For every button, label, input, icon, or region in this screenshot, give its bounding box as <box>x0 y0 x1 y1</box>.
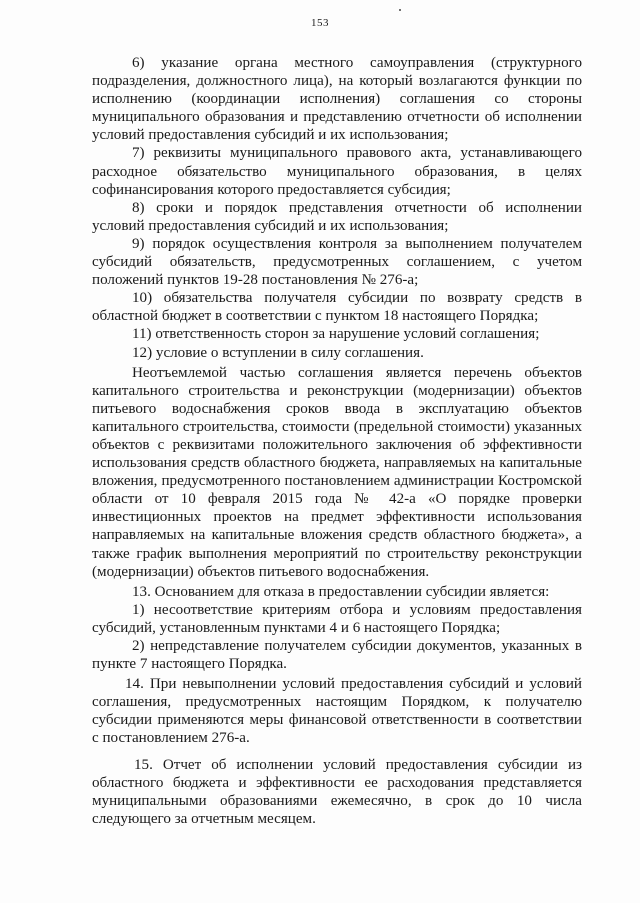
paragraph-item-6: 6) указание органа местного самоуправления (структурного подразделения, должностного лица), на который возлагаются функции по исполнению (координации исполнения) соглашения со стороны муниципального образования и представлению отчетности об исполнении условий предоставления субсидий и их использования; <box>92 55 582 144</box>
document-body <box>92 54 582 828</box>
paragraph-refusal-1: 1) несоответствие критериям отбора и условиям предоставления субсидий, установленным пунктами 4 и 6 настоящего Порядка; <box>92 601 582 636</box>
paragraph-item-10: 10) обязательства получателя субсидии по возврату средств в областной бюджет в соответствии с пунктом 18 настоящего Порядка; <box>92 290 582 325</box>
scan-speck <box>399 9 401 11</box>
paragraph-item-8: 8) сроки и порядок представления отчетности об исполнении условий предоставления субсидий и их использования; <box>92 199 582 234</box>
paragraph-section-14: 14. При невыполнении условий предоставления субсидий и условий соглашения, предусмотренных настоящим Порядком, к получателю субсидии применяются меры финансовой ответственности в соответствии с постановлением 276-а. <box>92 676 582 747</box>
paragraph-item-12: 12) условие о вступлении в силу соглашения. <box>132 344 424 361</box>
page-number: 153 <box>311 17 329 29</box>
paragraph-annex-list: Неотъемлемой частью соглашения является перечень объектов капитального строительства и реконструкции (модернизации) объектов питьевого водоснабжения сроков ввода в эксплуатацию объектов капитального строительства, стоимости (предельной стоимости) указанных объектов с реквизитами положительного заключения об эффективности использования средств областного бюджета, направляемых на капитальные вложения, предусмотренного постановлением администрации Костромской области от 10 февраля 2015 года № 42-а «О порядке проверки инвестиционных проектов на предмет эффективности использования направляемых на капитальные вложения средств областного бюджета», а также график выполнения мероприятий по строительству реконструкции (модернизации) объектов питьевого водоснабжения. <box>92 364 582 580</box>
paragraph-item-9: 9) порядок осуществления контроля за выполнением получателем субсидий обязательств, предусмотренных соглашением, с учетом положений пунктов 19-28 постановления № 276-а; <box>92 235 582 289</box>
paragraph-refusal-2: 2) непредставление получателем субсидии документов, указанных в пункте 7 настоящего Порядка. <box>92 638 582 673</box>
paragraph-item-7: 7) реквизиты муниципального правового акта, устанавливающего расходное обязательство муниципального образования, в целях софинансирования которого предоставляется субсидия; <box>92 145 582 198</box>
paragraph-section-13: 13. Основанием для отказа в предоставлении субсидии является: <box>132 583 550 600</box>
paragraph-section-15: 15. Отчет об исполнении условий предоставления субсидии из областного бюджета и эффективности ее расходования представляется муниципальными образованиями ежемесячно, в срок до 10 числа следующего за отчетным месяцем. <box>92 756 582 827</box>
paragraph-item-11: 11) ответственность сторон за нарушение условий соглашения; <box>132 326 540 343</box>
